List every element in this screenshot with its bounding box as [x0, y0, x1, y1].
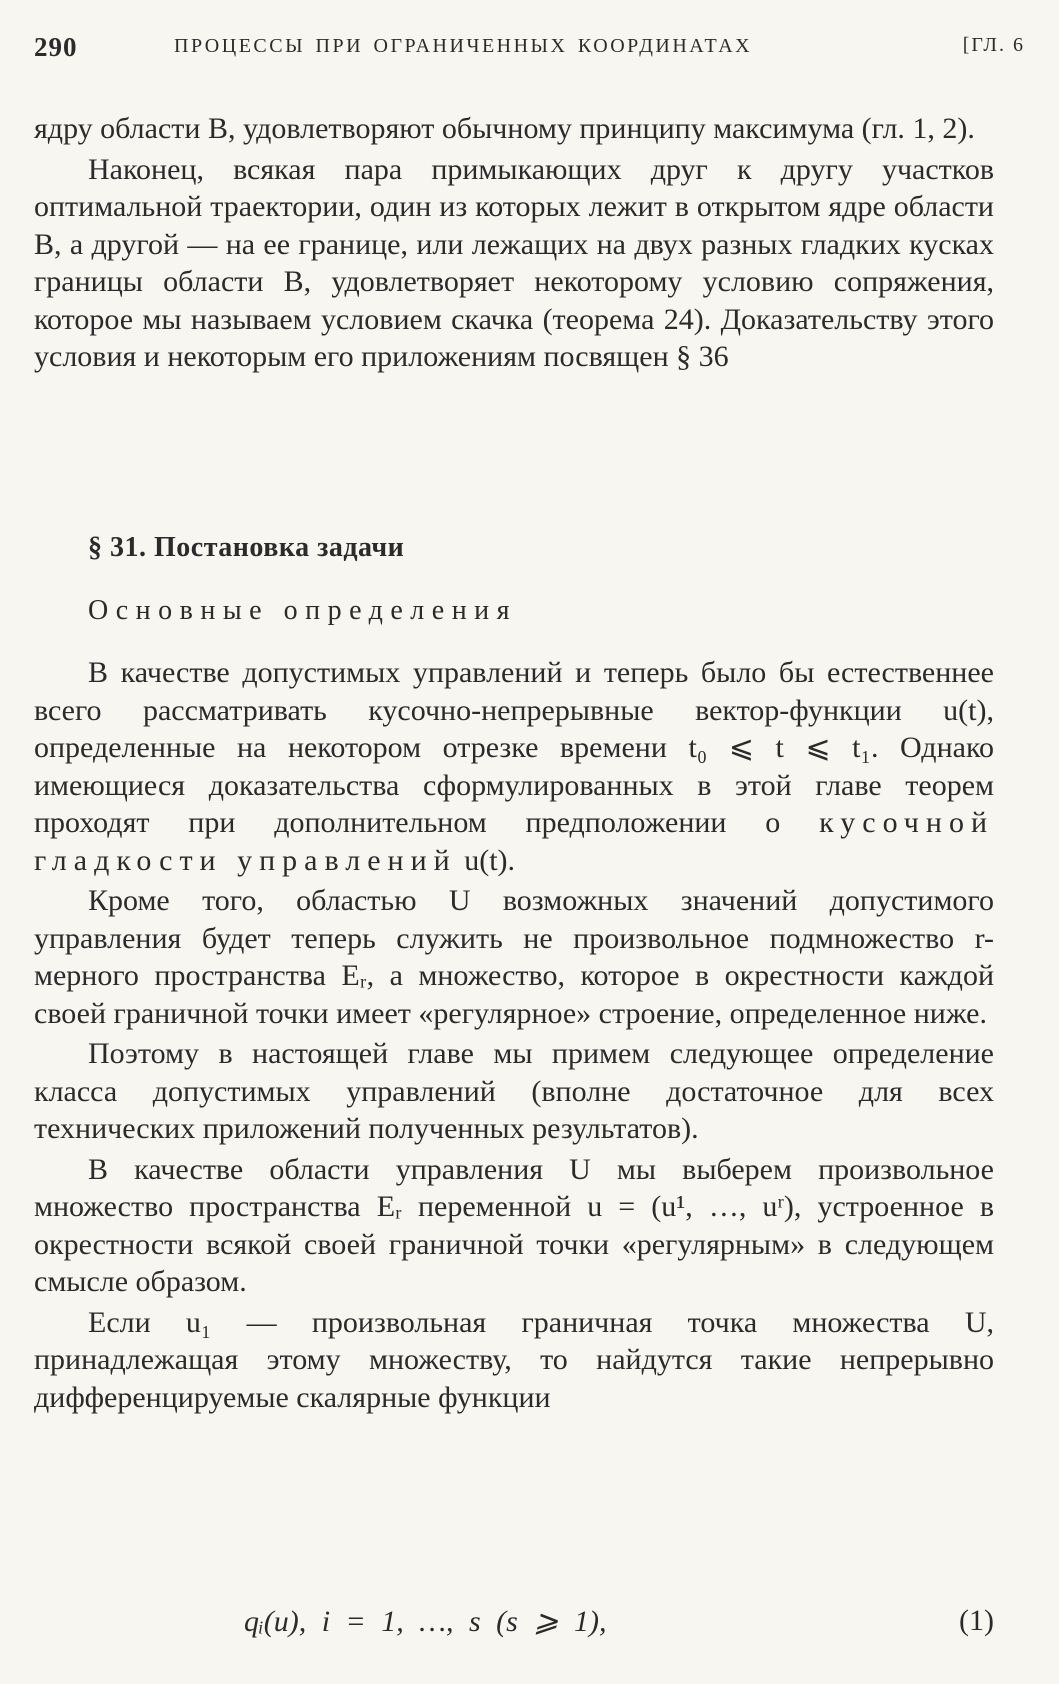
- equation-number: (1): [959, 1604, 994, 1637]
- chapter-marker: [ГЛ. 6: [962, 34, 1025, 56]
- body-text: [34, 654, 994, 1416]
- section-title: § 31. Постановка задачи: [88, 532, 405, 563]
- running-header: [34, 28, 1025, 68]
- paragraph: ядру области B, удовлетворяют обычному принципу максимума (гл. 1, 2).: [34, 112, 975, 145]
- paragraph-text: В качестве допустимых управлений и теперь было бы естественнее всего рассматривать кусочно-непрерывные вектор-функции u(t), определенные на некотором отрезке времени t₀ ⩽ t ⩽ t₁. Однако имеющиеся доказательства сформулированных в этой главе теорем проходят при дополнительном предположении о: [34, 656, 994, 839]
- paragraph: [34, 654, 994, 879]
- subsection-title: Основные определения: [88, 595, 518, 626]
- running-title: ПРОЦЕССЫ ПРИ ОГРАНИЧЕННЫХ КООРДИНАТАХ: [174, 35, 753, 57]
- intro-text: [34, 110, 994, 376]
- page-number: 290: [34, 32, 78, 62]
- display-formula: [34, 1604, 994, 1644]
- formula-expression: qᵢ(u), i = 1, …, s (s ⩾ 1),: [244, 1605, 607, 1638]
- paragraph: В качестве области управления U мы выберем произвольное множество пространства Eᵣ переменной u = (u¹, …, uʳ), устроенное в окрестности всякой своей граничной точки «регулярным» в следующем смысле образом.: [34, 1152, 994, 1298]
- paragraph: Наконец, всякая пара примыкающих друг к другу участков оптимальной траектории, один из которых лежит в открытом ядре области B, а другой — на ее границе, или лежащих на двух разных гладких кусках границы области B, удовлетворяет некоторому условию сопряжения, которое мы называем условием скачка (теорема 24). Доказательству этого условия и некоторым его приложениям посвящен § 36: [34, 152, 994, 373]
- paragraph: Поэтому в настоящей главе мы примем следующее определение класса допустимых управлений (вполне достаточное для всех технических приложений полученных результатов).: [34, 1037, 994, 1145]
- paragraph: Кроме того, областью U возможных значений допустимого управления будет теперь служить не произвольное подмножество r-мерного пространства Eᵣ, а множество, которое в окрестности каждой своей граничной точки имеет «регулярное» строение, определенное ниже.: [34, 884, 994, 1030]
- paragraph-text: u(t).: [456, 843, 516, 877]
- paragraph: Если u₁ — произвольная граничная точка множества U, принадлежащая этому множеству, то найдутся такие непрерывно дифференцируемые скалярные функции: [34, 1305, 994, 1414]
- emphasized-text: кусочной гладкости управлений: [34, 806, 994, 877]
